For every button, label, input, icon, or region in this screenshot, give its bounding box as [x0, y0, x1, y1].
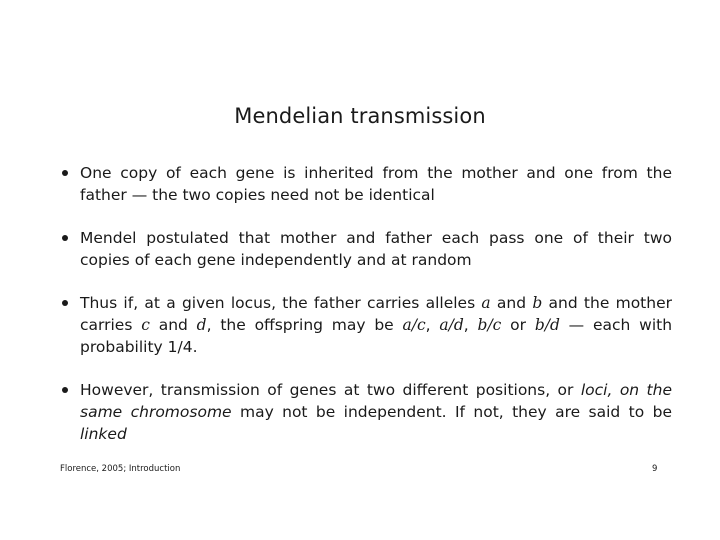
allele-symbol: d [196, 316, 207, 334]
genotype-symbol: b/d [534, 316, 560, 334]
bullet-dot-icon [62, 235, 68, 241]
bullet-text-part: and [490, 294, 533, 312]
bullet-text-part: However, transmission of genes at two different positions, or [80, 381, 581, 399]
slide-title: Mendelian transmission [234, 104, 486, 128]
bullet-text-part: , [463, 316, 478, 334]
bullet-item-3 [62, 292, 672, 358]
bullet-dot-icon [62, 170, 68, 176]
bullet-text-part: — each with probability 1/4. [80, 316, 673, 356]
bullet-text: One copy of each gene is inherited from the mother and one from the father — the two copies need not be identical [80, 164, 672, 204]
bullet-text-part: , [425, 316, 440, 334]
allele-symbol: c [141, 316, 150, 334]
footer-text: Florence, 2005; Introduction [60, 464, 181, 474]
emphasized-text: loci, on the same chromosome [80, 381, 672, 421]
allele-symbol: b [532, 294, 543, 312]
bullet-item-1 [62, 162, 672, 206]
bullet-text-part: and the mother carries [80, 294, 672, 334]
bullet-dot-icon [62, 387, 68, 393]
bullet-text-part: , the offspring may be [206, 316, 403, 334]
bullet-text: Mendel postulated that mother and father each pass one of their two copies of each gene independently and at random [80, 229, 672, 269]
bullet-text-part: or [501, 316, 535, 334]
genotype-symbol: a/d [439, 316, 464, 334]
bullet-item-4 [62, 379, 672, 445]
bullet-item-2 [62, 227, 672, 271]
bullet-list [62, 162, 672, 445]
bullet-text-part: and [149, 316, 197, 334]
bullet-text-part: may not be independent. If not, they are said to be [231, 403, 672, 421]
page-number: 9 [652, 464, 658, 474]
genotype-symbol: a/c [402, 316, 426, 334]
emphasized-text: linked [80, 425, 127, 443]
genotype-symbol: b/c [477, 316, 502, 334]
bullet-dot-icon [62, 300, 68, 306]
allele-symbol: a [481, 294, 491, 312]
bullet-text-part: Thus if, at a given locus, the father carries alleles [80, 294, 482, 312]
